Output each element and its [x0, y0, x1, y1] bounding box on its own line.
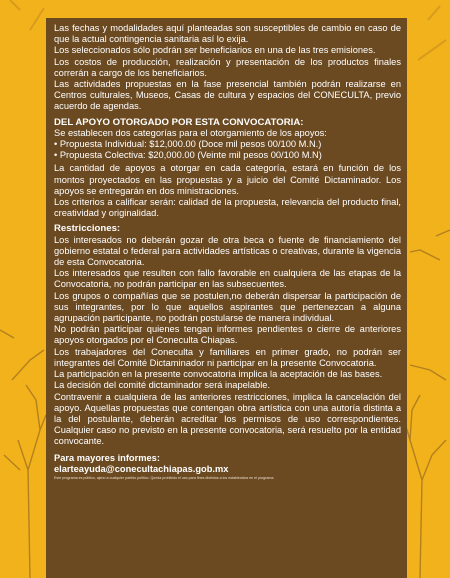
restricciones-heading: Restricciones: — [54, 223, 121, 235]
apoyo-paragraph: La cantidad de apoyos a otorgar en cada categoría, estará en función de los montos proyectados en las propuestas y a juicio del Comité Dictaminador. Los apoyos se entregarán en dos ministraciones. — [54, 163, 401, 196]
legal-footnote: Este programa es público, ajeno a cualquier partido político. Queda prohibido el uso para fines distintos a los establecidos en el programa. — [54, 475, 275, 480]
restriccion-paragraph: Los interesados que resulten con fallo favorable en cualquiera de las etapas de la Convocatoria, no podrán participar en las subsecuentes. — [54, 268, 401, 290]
restriccion-paragraph: Los trabajadores del Conecult​a y familiares en primer grado, no podrán ser integrantes del Comité Dictaminador ni participar en la presente Convocatoria. — [54, 346, 401, 368]
restriccion-paragraph: No podrán participar quienes tengan informes pendientes o cierre de anteriores apoyos otorgados por el Conecult​a Chiapas. — [54, 324, 401, 346]
intro-paragraph: Los seleccionados sólo podrán ser beneficiarios en una de las tres emisiones. — [54, 45, 376, 56]
apoyo-lead: Se establecen dos categorías para el otorgamiento de los apoyos: — [54, 127, 327, 138]
intro-paragraph: Las fechas y modalidades aquí planteadas son susceptibles de cambio en caso de que la actual contingencia sanitaria así lo exija. — [54, 23, 401, 45]
contact-email-link[interactable]: elarteayuda@conecultachiapas.gob.mx — [54, 463, 229, 474]
restriccion-paragraph: La decisión del comité dictaminador será inapelable. — [54, 380, 271, 391]
restriccion-paragraph: Los grupos o compañías que se postulen,no deberán dispersar la participación de sus integrantes, por lo que aquellos aspirantes que pertenezcan a alguna agrupación participante, no podrán postularse de manera individual. — [54, 290, 401, 324]
apoyo-heading: DEL APOYO OTORGADO POR ESTA CONVOCATORIA: — [54, 116, 304, 128]
restriccion-paragraph: Los interesados no deberán gozar de otra beca o fuente de financiamiento del gobierno estatal o federal para actividades artísticas o creativas, durante la vigencia de esta Convocatoria. — [54, 234, 401, 268]
apoyo-paragraph: Los criterios a calificar serán: calidad de la propuesta, relevancia del producto final, creatividad y originalidad. — [54, 197, 401, 219]
intro-paragraph: Las actividades propuestas en la fase presencial también podrán realizarse en Centros culturales, Museos, Casas de cultura y espacios del CONECULTA, previo acuerdo de agendas. — [54, 79, 401, 112]
restriccion-paragraph: La participación en la presente convocatoria implica la aceptación de las bases. — [54, 369, 383, 380]
contact-label: Para mayores informes: — [54, 452, 160, 463]
convocatoria-panel — [46, 18, 407, 578]
restriccion-paragraph: Contravenir a cualquiera de las anteriores restricciones, implica la cancelación del apoyo. Aquellas propuestas que contengan obra artística con una autoría distinta a la del postulante, deberán acreditar los permisos de uso correspondientes. Cualquier caso no previsto en la presente convocatoria, será resuelto por la entidad convocante. — [54, 391, 401, 447]
apoyo-bullet-colectiva: • Propuesta Colectiva: $20,000.00 (Veinte mil pesos 00/100 M.N) — [54, 150, 401, 161]
intro-paragraph: Los costos de producción, realización y presentación de los productos finales correrán a cargo de los beneficiarios. — [54, 56, 401, 78]
apoyo-bullet-individual: • Propuesta Individual: $12,000.00 (Doce mil pesos 00/100 M.N.) — [54, 139, 401, 150]
